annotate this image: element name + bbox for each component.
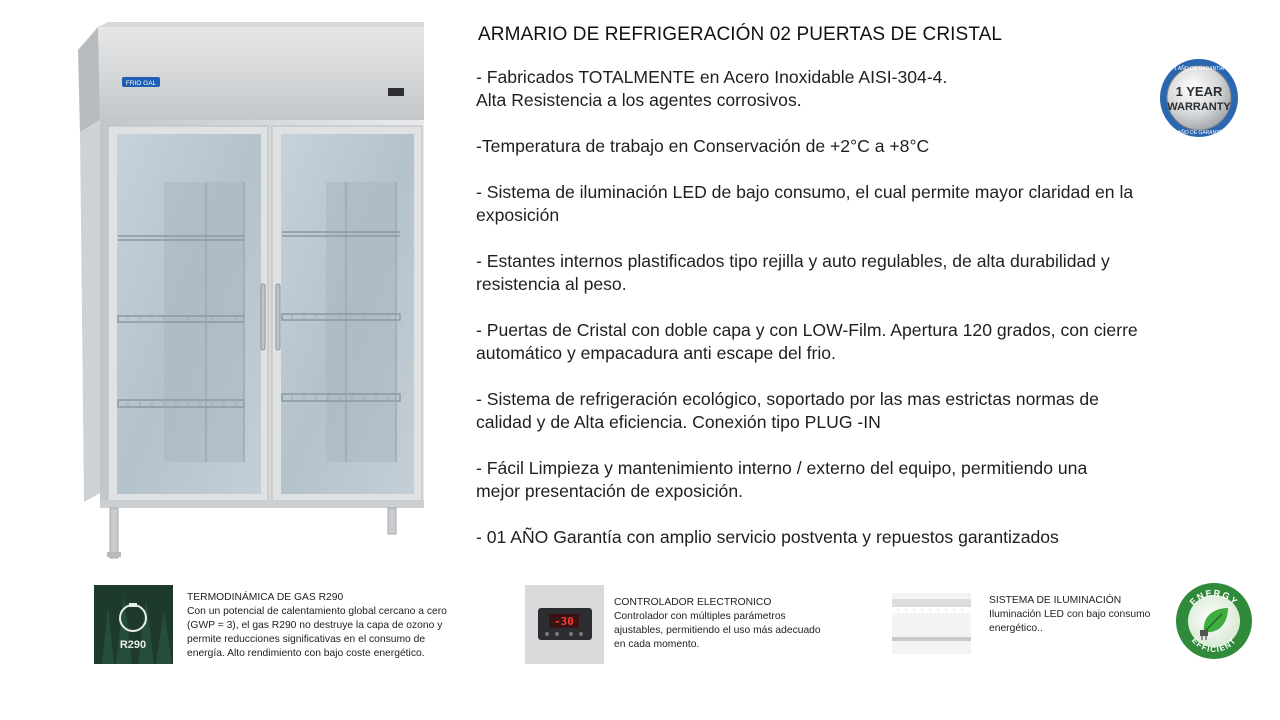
bullet-lighting: - Sistema de iluminación LED de bajo consumo, el cual permite mayor claridad en la exposición — [476, 182, 1134, 225]
seal-line1: 1 YEAR — [1175, 84, 1223, 99]
controller-thumbnail — [525, 585, 604, 664]
seal-ring-top: 1 AÑO DE GARANTÍA — [1173, 66, 1225, 72]
bullet-refrigeration: - Sistema de refrigeración ecológico, soportado por las mas estrictas normas de calidad y de Alta eficiencia. Conexión tipo PLUG -IN — [476, 389, 1099, 432]
seal-ring-bottom: 1 AÑO DE GARANTÍA — [1173, 130, 1225, 136]
gas-r290-thumbnail — [94, 585, 173, 664]
led-lighting-thumbnail — [892, 593, 971, 654]
feature-lighting-text: SISTEMA DE ILUMINACIÓN Iluminación LED con bajo consumo energético.. — [989, 594, 1169, 636]
bullet-temperature: -Temperatura de trabajo en Conservación de +2°C a +8°C — [476, 136, 930, 156]
bullet-shelves: - Estantes internos plastificados tipo rejilla y auto regulables, de alta durabilidad y resistencia al peso. — [476, 251, 1110, 294]
brand-badge: FRIO GAL — [125, 80, 157, 87]
feature-controller-title: CONTROLADOR ELECTRONICO — [614, 597, 772, 608]
gas-badge-label: R290 — [119, 639, 147, 651]
warranty-seal-icon — [1157, 58, 1241, 138]
page-title: ARMARIO DE REFRIGERACIÓN 02 PUERTAS DE CRISTAL — [478, 24, 1003, 45]
energy-bottom-text: EFFICIENT — [1189, 635, 1239, 655]
bullet-doors: - Puertas de Cristal con doble capa y con LOW-Film. Apertura 120 grados, con cierre automático y empacadura anti escape del frio. — [476, 320, 1138, 363]
energy-efficient-icon — [1174, 582, 1254, 660]
bullet-material: - Fabricados TOTALMENTE en Acero Inoxidable AISI-304-4. Alta Resistencia a los agentes corrosivos. — [476, 67, 948, 110]
energy-top-text: ENERGY — [1187, 587, 1241, 608]
bullet-warranty: - 01 AÑO Garantía con amplio servicio postventa y repuestos garantizados — [476, 527, 1059, 547]
seal-line2: WARRANTY — [1167, 101, 1231, 113]
product-image-refrigerator — [78, 22, 434, 567]
feature-lighting-title: SISTEMA DE ILUMINACIÓN — [989, 595, 1122, 606]
feature-bullet-list — [476, 66, 1246, 549]
feature-controller-text: CONTROLADOR ELECTRONICO Controlador con múltiples parámetros ajustables, permitiendo el uso más adecuado en cada momento. — [614, 596, 864, 652]
bullet-cleaning: - Fácil Limpieza y mantenimiento interno / externo del equipo, permitiendo una mejor presentación de exposición. — [476, 458, 1088, 501]
feature-gas-title: TERMODINÁMICA DE GAS R290 — [187, 592, 344, 603]
controller-display-value: -30 — [554, 615, 574, 628]
feature-gas-text: TERMODINÁMICA DE GAS R290 Con un potencial de calentamiento global cercano a cero (GWP = 3), el gas R290 no destruye la capa de ozono y permite reducciones significativas en el consumo de energía. Alto rendimiento con bajo coste energético. — [187, 591, 487, 661]
